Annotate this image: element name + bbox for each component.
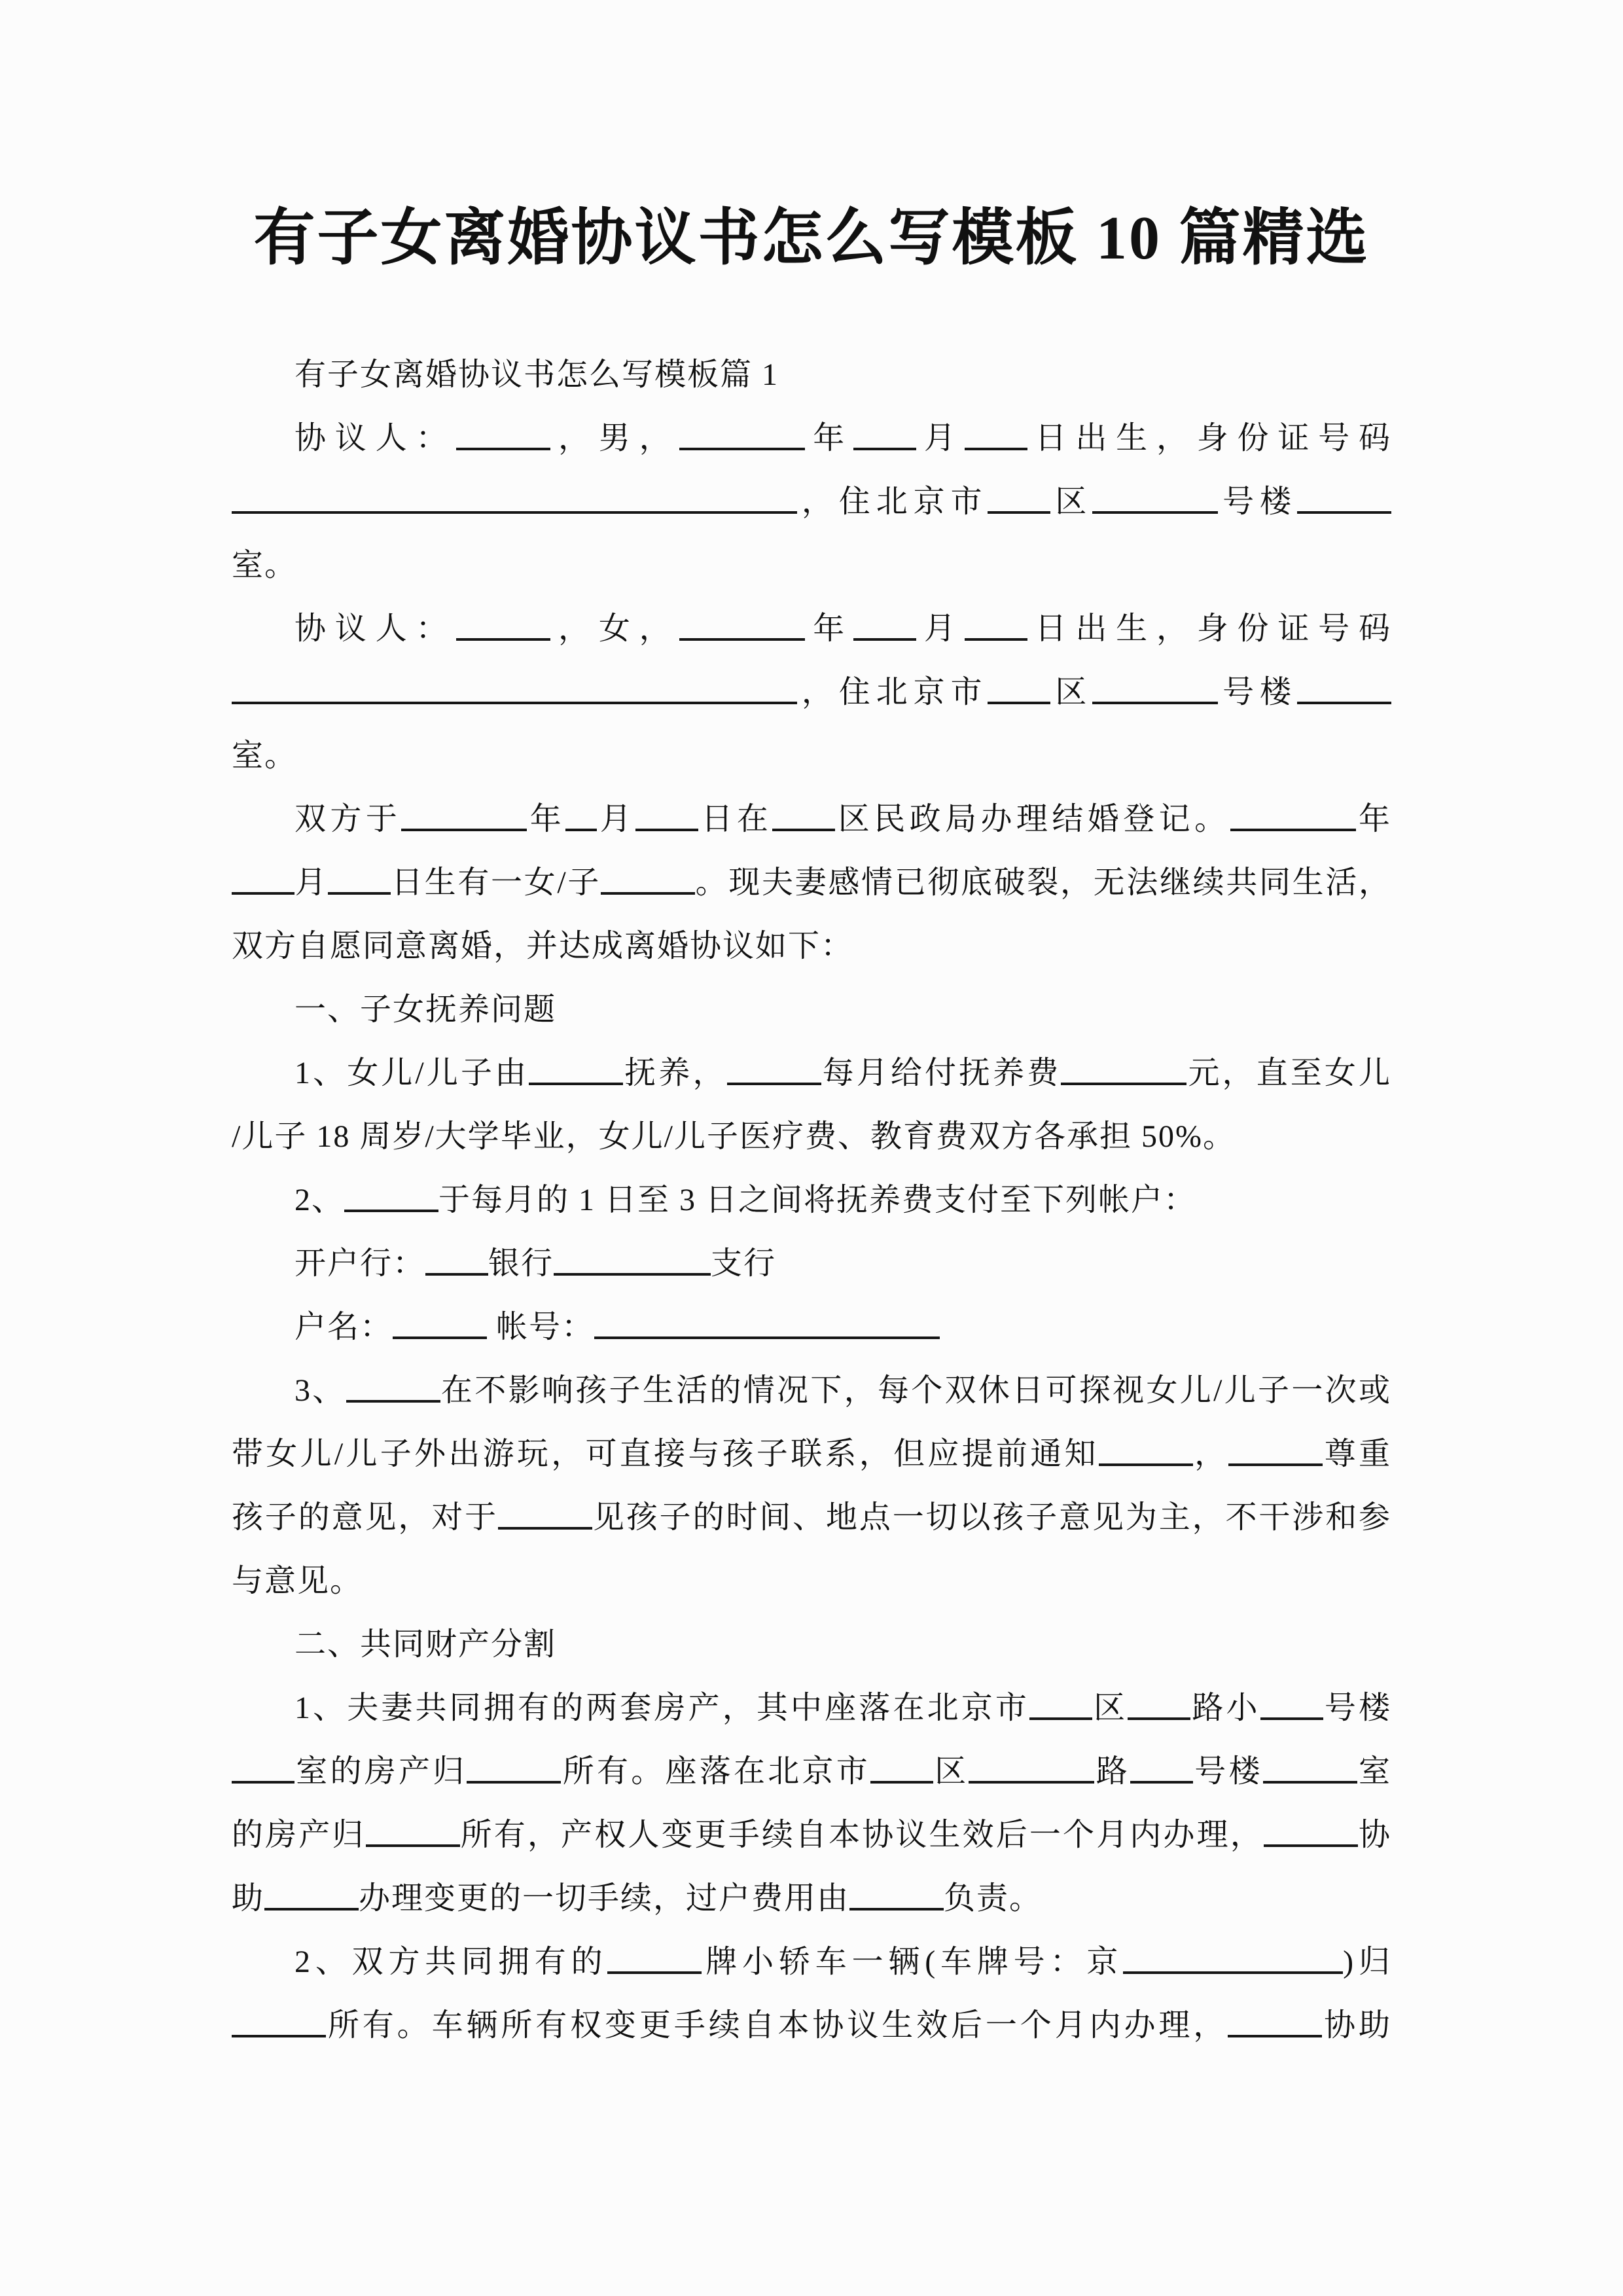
text-line: 室。: [232, 738, 298, 773]
blank-field: [988, 480, 1050, 514]
text-line: 的房产归 所有，产权人变更手续自本协议生效后一个月内办理， 协: [232, 1803, 1391, 1867]
blank-field: [232, 861, 294, 895]
blank-field: [1228, 2003, 1322, 2037]
blank-field: [554, 1242, 711, 1276]
blank-field: [1099, 1432, 1193, 1466]
text-line: 室。: [232, 548, 298, 583]
text-line: 双方于 年 月 日在 区民政局办理结婚登记。 年: [232, 787, 1391, 851]
blank-field: [594, 1305, 940, 1339]
text-line: 带女儿/儿子外出游玩，可直接与孩子联系，但应提前通知 ， 尊重: [232, 1422, 1391, 1486]
blank-field: [1228, 1432, 1323, 1466]
blank-field: [853, 607, 916, 641]
blank-field: [601, 861, 695, 895]
blank-field: [1264, 1813, 1358, 1847]
blank-field: [727, 1051, 821, 1085]
text-line: 协议人： ，男， 年 月 日出生，身份证号码: [232, 406, 1391, 470]
document-body: [232, 343, 1391, 2057]
blank-field: [1092, 480, 1218, 514]
text-line: 1、女儿/儿子由 抚养， 每月给付抚养费 元，直至女儿: [232, 1041, 1391, 1105]
text-line: ，住北京市 区 号楼: [232, 660, 1391, 724]
text-line: 1、夫妻共同拥有的两套房产，其中座落在北京市 区 路小 号楼: [232, 1676, 1391, 1740]
blank-field: [1130, 1749, 1193, 1784]
blank-field: [498, 1496, 592, 1530]
blank-field: [1230, 797, 1356, 831]
blank-field: [232, 480, 797, 514]
blank-field: [328, 861, 391, 895]
blank-field: [393, 1305, 487, 1339]
blank-field: [849, 1876, 944, 1910]
text-line: 一、子女抚养问题: [294, 992, 557, 1027]
text-line: ，住北京市 区 号楼: [232, 470, 1391, 533]
blank-field: [1263, 1749, 1357, 1784]
text-line: 月 日生有一女/子 。现夫妻感情已彻底破裂，无法继续共同生活，: [232, 851, 1391, 914]
text-line: 所有。车辆所有权变更手续自本协议生效后一个月内办理， 协助: [232, 1994, 1391, 2057]
blank-field: [679, 416, 805, 450]
text-line: 有子女离婚协议书怎么写模板篇 1: [294, 357, 779, 392]
blank-field: [1092, 670, 1218, 704]
text-line: 助 办理变更的一切手续，过户费用由 负责。: [232, 1867, 1391, 1930]
blank-field: [1297, 670, 1391, 704]
blank-field: [232, 1749, 294, 1784]
blank-field: [679, 607, 805, 641]
blank-field: [232, 670, 797, 704]
text-line: 2、 于每月的 1 日至 3 日之间将抚养费支付至下列帐户：: [232, 1168, 1391, 1232]
blank-field: [1123, 1940, 1343, 1974]
blank-field: [853, 416, 916, 450]
blank-field: [456, 416, 550, 450]
blank-field: [344, 1178, 438, 1212]
blank-field: [232, 2003, 326, 2037]
text-line: 二、共同财产分割: [294, 1627, 557, 1662]
blank-field: [1128, 1686, 1190, 1720]
blank-field: [456, 607, 550, 641]
text-line: 2、双方共同拥有的 牌小轿车一辆(车牌号：京 )归: [232, 1930, 1391, 1994]
blank-field: [467, 1749, 561, 1784]
blank-field: [1029, 1686, 1092, 1720]
blank-field: [425, 1242, 488, 1276]
blank-field: [529, 1051, 623, 1085]
blank-field: [969, 1749, 1094, 1784]
blank-field: [565, 797, 597, 831]
text-line: 协议人： ，女， 年 月 日出生，身份证号码: [232, 597, 1391, 660]
text-line: 开户行： 银行 支行: [232, 1232, 1391, 1295]
blank-field: [635, 797, 698, 831]
blank-field: [346, 1369, 440, 1403]
document-title: 有子女离婚协议书怎么写模板 10 篇精选: [253, 204, 1370, 272]
text-line: /儿子 18 周岁/大学毕业，女儿/儿子医疗费、教育费双方各承担 50%。: [232, 1119, 1236, 1154]
blank-field: [401, 797, 527, 831]
blank-field: [988, 670, 1050, 704]
text-line: 孩子的意见，对于 见孩子的时间、地点一切以孩子意见为主，不干涉和参: [232, 1486, 1391, 1549]
blank-field: [1061, 1051, 1186, 1085]
text-line: 户名： 帐号：: [232, 1295, 1391, 1359]
blank-field: [965, 607, 1027, 641]
text-line: 3、 在不影响孩子生活的情况下，每个双休日可探视女儿/儿子一次或: [232, 1359, 1391, 1422]
blank-field: [1297, 480, 1391, 514]
document-content: [232, 0, 1391, 2057]
text-line: 与意见。: [232, 1564, 363, 1598]
text-line: 双方自愿同意离婚，并达成离婚协议如下：: [232, 929, 854, 963]
blank-field: [607, 1940, 702, 1974]
text-line: 室的房产归 所有。座落在北京市 区 路 号楼 室: [232, 1740, 1391, 1803]
blank-field: [965, 416, 1027, 450]
blank-field: [264, 1876, 359, 1910]
blank-field: [870, 1749, 933, 1784]
blank-field: [366, 1813, 460, 1847]
blank-field: [1260, 1686, 1323, 1720]
blank-field: [772, 797, 835, 831]
